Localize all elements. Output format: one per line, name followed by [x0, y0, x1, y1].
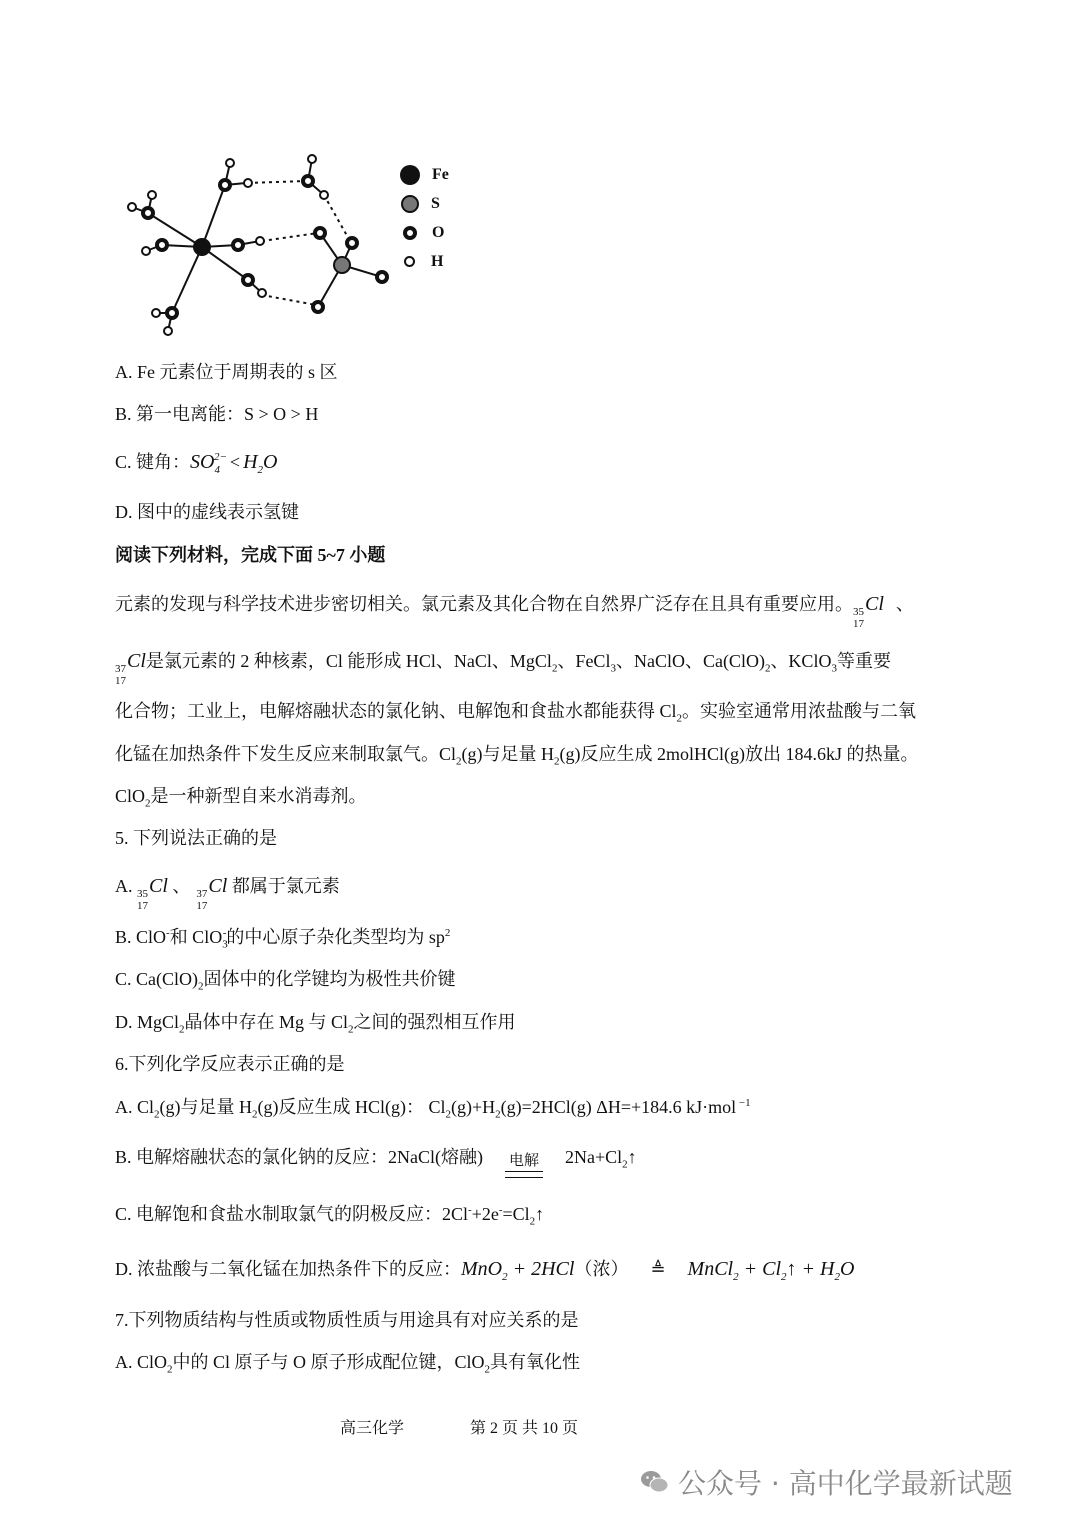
q5-option-d: D. MgCl$_2$晶体中存在 Mg 与 $Cl_2$之间的强烈相互作用	[115, 1012, 516, 1036]
material-line-5: ClO$_2$是一种新型自来水消毒剂。	[115, 786, 367, 810]
q4-option-a: A. Fe 元素位于周期表的 s 区	[115, 362, 338, 382]
q6-option-a: A. $Cl_2(g)$与足量 $H_2(g)$反应生成 HCl(g)： $Cl_2(g)+H_2(g)=2HCl(g)$ ΔH=+184.6 kJ·mol $^{-1}$	[115, 1097, 751, 1121]
q6-stem: 6.下列化学反应表示正确的是	[115, 1054, 345, 1074]
molecule-legend	[400, 160, 449, 276]
q7-stem: 7.下列物质结构与性质或物质性质与用途具有对应关系的是	[115, 1310, 579, 1330]
legend-h: H	[400, 247, 449, 276]
material-line-4: 化锰在加热条件下发生反应来制取氯气。$Cl_2(g)$与足量 $H_2(g)$反应生成 2molHCl(g)放出 184.6kJ 的热量。	[115, 744, 919, 768]
legend-fe: Fe	[400, 160, 449, 189]
q6-option-c: C. 电解饱和食盐水制取氯气的阴极反应：$2Cl^-+2e^-=Cl_2↑$	[115, 1204, 545, 1228]
molecule-diagram	[120, 145, 400, 345]
legend-s: S	[400, 189, 449, 218]
s-atom-icon	[401, 195, 419, 213]
material-line-2: 37 17 Cl是氯元素的 2 种核素，Cl 能形成 HCl、NaCl、MgCl$_2$、FeCl$_3$、NaClO、$Ca(ClO)_2$、KClO$_3$等重要	[115, 650, 891, 687]
footer-page-number: 第 2 页 共 10 页	[470, 1420, 579, 1437]
q6-option-b: B. 电解熔融状态的氯化钠的反应：2NaCl(熔融) 电解 $2Na+Cl_2↑$	[115, 1148, 637, 1178]
legend-o: O	[400, 218, 449, 247]
q5-option-a: A. 35 17 Cl 、 37 17 Cl 都属于氯元素	[115, 875, 340, 912]
section-heading: 阅读下列材料，完成下面 5~7 小题	[115, 545, 386, 565]
q5-option-c: C. $Ca(ClO)_2$固体中的化学键均为极性共价键	[115, 969, 456, 993]
q4-option-c: C. 键角：$SO_4^{2-} < H_2O$	[115, 451, 278, 476]
q5-stem: 5. 下列说法正确的是	[115, 828, 277, 848]
fe-atom-icon	[400, 165, 420, 185]
q7-option-a: A. ClO$_2$中的 Cl 原子与 O 原子形成配位键，ClO$_2$具有氧化性	[115, 1352, 581, 1376]
wechat-icon	[640, 1469, 670, 1495]
o-atom-icon	[403, 226, 417, 240]
q6-option-d: D. 浓盐酸与二氧化锰在加热条件下的反应：MnO$_2$ + 2HCl（浓） ≜ MnCl$_2$ + $Cl_2↑ + H_2O$	[115, 1258, 855, 1283]
material-line-3: 化合物；工业上，电解熔融状态的氯化钠、电解饱和食盐水都能获得 $Cl_2$。实验室通常用浓盐酸与二氧	[115, 701, 917, 725]
q5-option-b: B. ClO-和 ClO$_3$-的中心原子杂化类型均为 $sp^2$	[115, 927, 451, 951]
h-atom-icon	[404, 256, 415, 267]
q4-option-b: B. 第一电离能：S > O > H	[115, 404, 319, 424]
electrolysis-condition: 电解	[505, 1154, 543, 1178]
q4-option-d: D. 图中的虚线表示氢键	[115, 502, 299, 522]
material-line-1: 元素的发现与科学技术进步密切相关。氯元素及其化合物在自然界广泛存在且具有重要应用。 35 17 Cl 、	[115, 593, 914, 630]
footer-subject: 高三化学	[340, 1420, 405, 1437]
watermark: 公众号 · 高中化学最新试题	[640, 1462, 1013, 1502]
